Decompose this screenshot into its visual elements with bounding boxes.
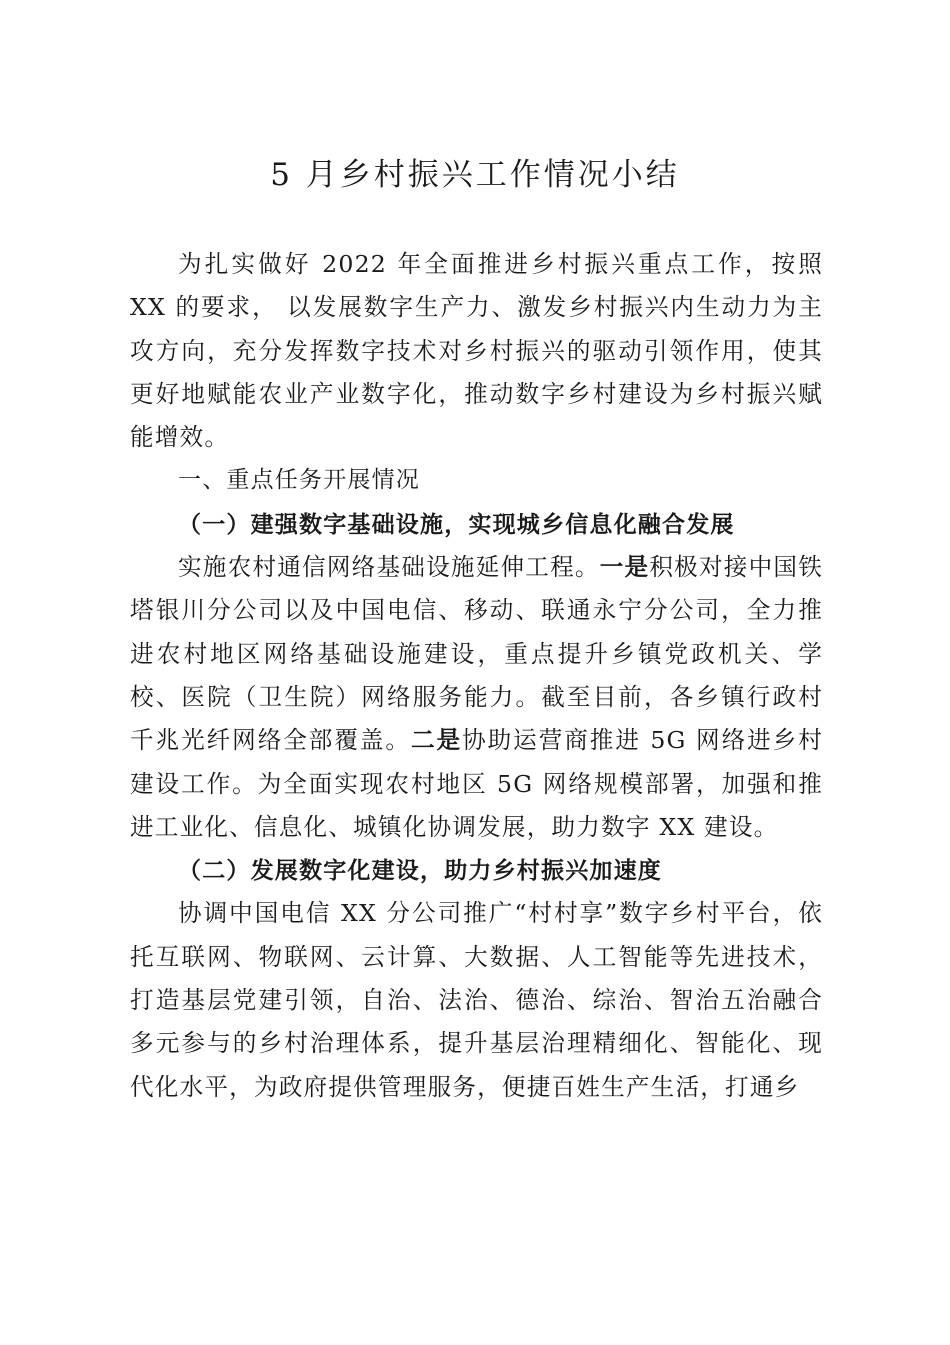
- subsection-2-paragraph: 协调中国电信 XX 分公司推广“村村享”数字乡村平台，依托互联网、物联网、云计算、大数据、人工智能等先进技术，打造基层党建引领，自治、法治、德治、综治、智治五治融合多元参与的乡村治理体系，提升基层治理精细化、智能化、现代化水平，为政府提供管理服务，便捷百姓生产生活，打通乡: [130, 899, 823, 1101]
- subsection-1-lead: 实施农村通信网络基础设施延伸工程。: [178, 553, 600, 582]
- subsection-1-paragraph: [130, 546, 823, 849]
- marker-first: 一是: [599, 553, 650, 582]
- subsection-1-point-2: 协助运营商推进 5G 网络进乡村建设工作。为全面实现农村地区 5G 网络规模部署，加强和推进工业化、信息化、城镇化协调发展，助力数字 XX 建设。: [130, 726, 824, 841]
- intro-paragraph: 为扎实做好 2022 年全面推进乡村振兴重点工作，按照 XX 的要求， 以发展数字生产力、激发乡村振兴内生动力为主攻方向，充分发挥数字技术对乡村振兴的驱动引领作用，使其更好地赋能农业产业数字化，推动数字乡村建设为乡村振兴赋能增效。: [130, 250, 823, 452]
- document-title: 5 月乡村振兴工作情况小结: [270, 157, 680, 193]
- section-heading-1: 一、重点任务开展情况: [178, 467, 420, 494]
- subsection-1-point-1: 积极对接中国铁塔银川分公司以及中国电信、移动、联通永宁分公司，全力推进农村地区网络基础设施建设，重点提升乡镇党政机关、学校、医院（卫生院）网络服务能力。截至目前，各乡镇行政村千兆光纤网络全部覆盖。: [130, 553, 823, 755]
- subsection-heading-1: （一）建强数字基础设施，实现城乡信息化融合发展: [178, 510, 735, 538]
- document-body: [130, 243, 823, 1109]
- subsection-heading-2: （二）发展数字化建设，助力乡村振兴加速度: [178, 857, 662, 885]
- marker-second: 二是: [410, 726, 463, 755]
